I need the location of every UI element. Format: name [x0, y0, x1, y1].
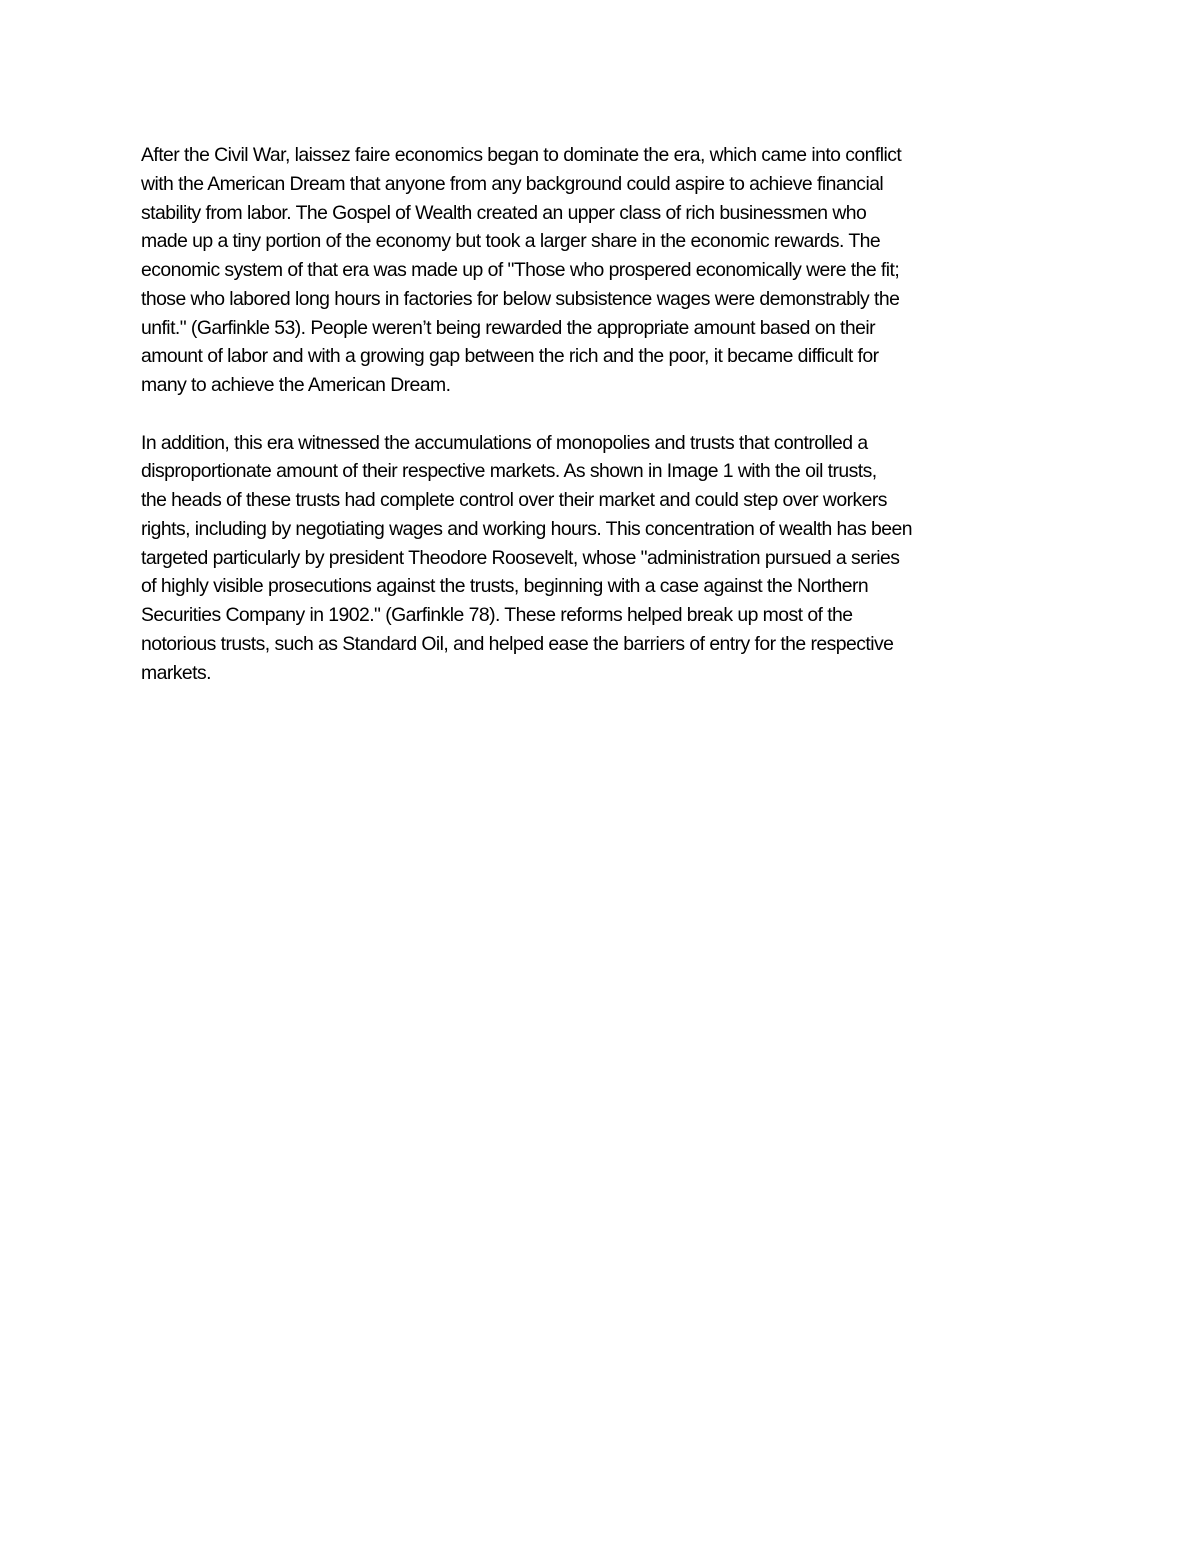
text-line: many to achieve the American Dream.: [141, 374, 451, 396]
document-body: [141, 141, 1061, 687]
text-line: with the American Dream that anyone from any background could aspire to achieve financial: [141, 172, 884, 195]
text-line: Securities Company in 1902." (Garfinkle 78). These reforms helped break up most of the: [141, 604, 853, 626]
text-line: stability from labor. The Gospel of Wealth created an upper class of rich businessmen who: [141, 201, 867, 224]
text-line: targeted particularly by president Theodore Roosevelt, whose "administration pursued a series: [141, 546, 900, 569]
text-line: the heads of these trusts had complete control over their market and could step over workers: [141, 489, 887, 511]
text-line: made up a tiny portion of the economy but took a larger share in the economic rewards. The: [141, 230, 881, 253]
text-line: markets.: [141, 661, 211, 684]
text-line: amount of labor and with a growing gap between the rich and the poor, it became difficult for: [141, 345, 879, 368]
text-line: rights, including by negotiating wages and working hours. This concentration of wealth has been: [141, 517, 912, 540]
text-line: disproportionate amount of their respective markets. As shown in Image 1 with the oil trusts,: [141, 460, 877, 483]
text-line: those who labored long hours in factories for below subsistence wages were demonstrably the: [141, 287, 900, 310]
text-line: of highly visible prosecutions against the trusts, beginning with a case against the Northern: [141, 575, 869, 598]
paragraph-spacing: [141, 400, 1061, 429]
text-line: After the Civil War, laissez faire economics began to dominate the era, which came into conflict: [141, 144, 902, 166]
text-line: economic system of that era was made up of "Those who prospered economically were the fit;: [141, 259, 900, 281]
text-line: unfit." (Garfinkle 53). People weren’t being rewarded the appropriate amount based on their: [141, 316, 876, 339]
paragraph-2: [141, 429, 1061, 688]
text-line: In addition, this era witnessed the accumulations of monopolies and trusts that controlled a: [141, 431, 868, 454]
text-line: notorious trusts, such as Standard Oil, and helped ease the barriers of entry for the respective: [141, 632, 894, 655]
paragraph-1: [141, 141, 1061, 400]
